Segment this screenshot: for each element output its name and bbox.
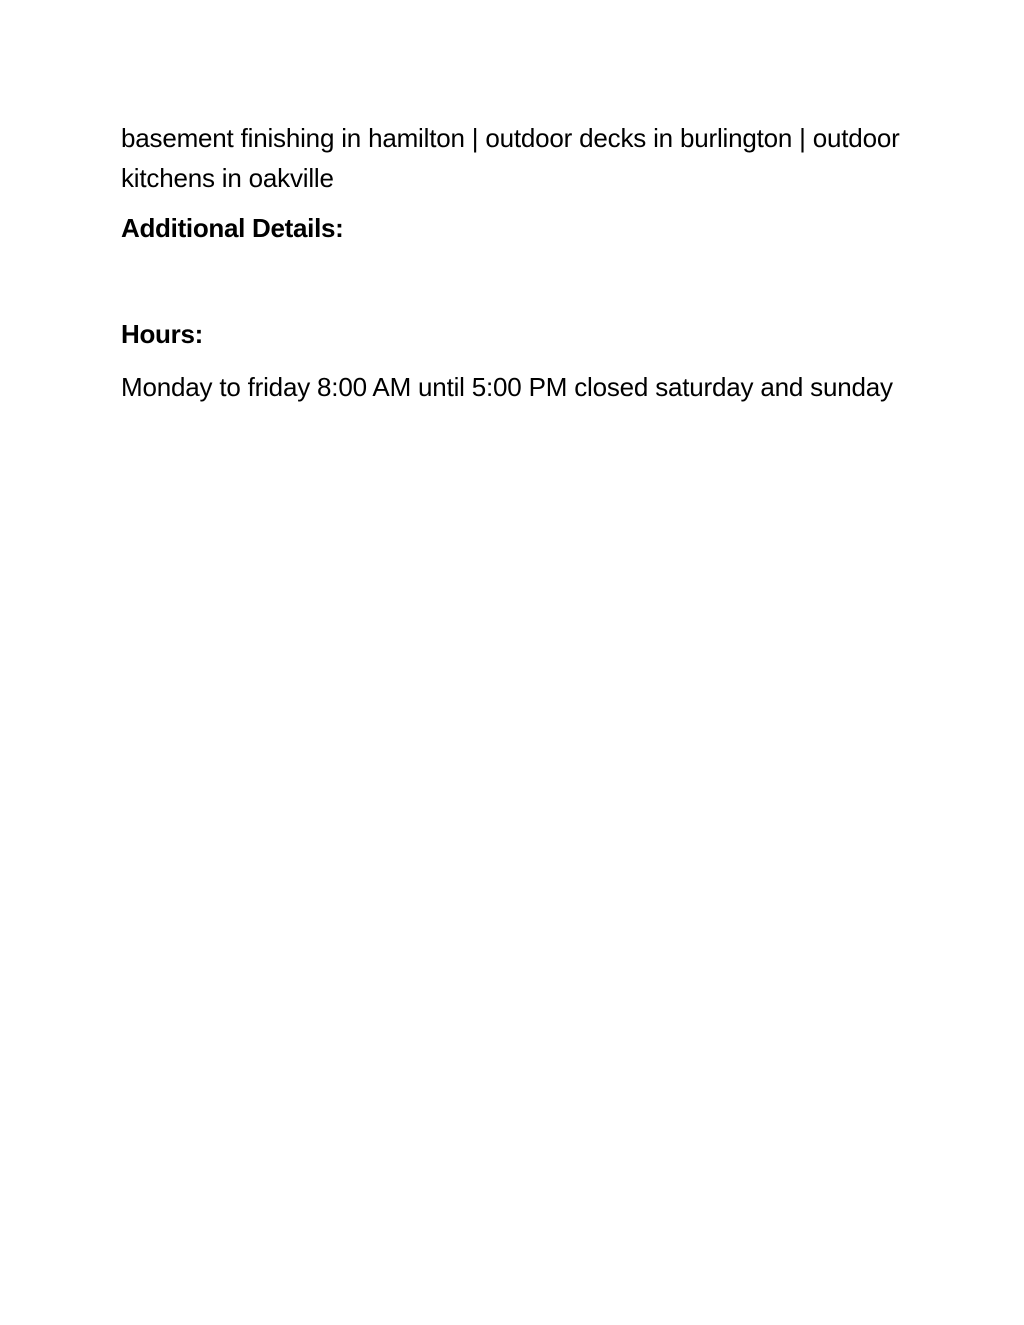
hours-text: Monday to friday 8:00 AM until 5:00 PM closed saturday and sunday	[121, 372, 893, 402]
hours-heading: Hours:	[121, 319, 203, 349]
service-links-text: basement finishing in hamilton | outdoor decks in burlington | outdoor kitchens in oakville	[121, 123, 900, 193]
document-body	[121, 118, 911, 407]
additional-details-heading: Additional Details:	[121, 213, 344, 243]
blank-space	[121, 248, 911, 314]
